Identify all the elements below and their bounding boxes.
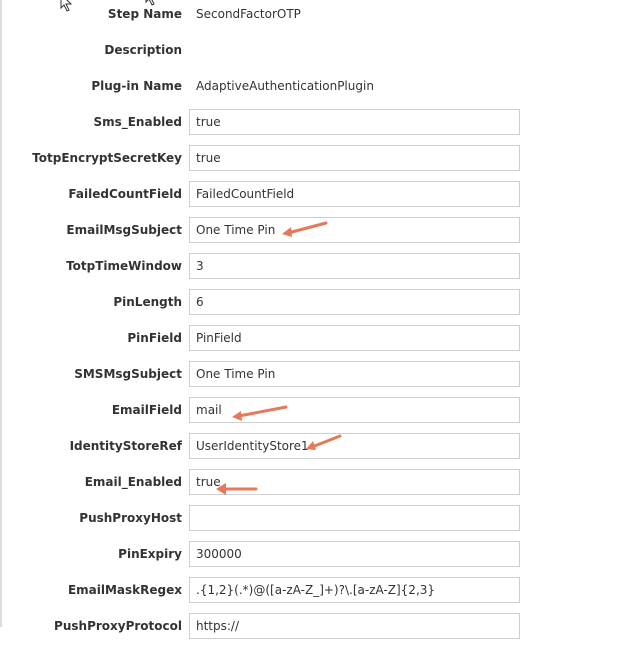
annotation-arrow-email-field bbox=[228, 402, 292, 422]
push-proxy-protocol-label: PushProxyProtocol bbox=[54, 619, 182, 633]
sms-enabled-row bbox=[0, 109, 625, 145]
sms-msg-subject-label: SMSMsgSubject bbox=[74, 367, 182, 381]
push-proxy-protocol-input[interactable] bbox=[189, 613, 520, 639]
description-row bbox=[0, 37, 625, 73]
pin-field-row bbox=[0, 325, 625, 361]
plugin-name-row bbox=[0, 73, 625, 109]
email-mask-regex-input[interactable] bbox=[189, 577, 520, 603]
email-field-label: EmailField bbox=[111, 403, 182, 417]
push-proxy-host-row bbox=[0, 505, 625, 541]
annotation-arrow-identity-store-ref bbox=[302, 431, 346, 453]
pin-field-input[interactable] bbox=[189, 325, 520, 351]
sms-msg-subject-input[interactable] bbox=[189, 361, 520, 387]
pin-length-input[interactable] bbox=[189, 289, 520, 315]
identity-store-ref-input[interactable] bbox=[189, 433, 520, 459]
identity-store-ref-label: IdentityStoreRef bbox=[69, 439, 182, 453]
email-msg-subject-input[interactable] bbox=[189, 217, 520, 243]
step-name-label: Step Name bbox=[107, 7, 182, 21]
push-proxy-host-input[interactable] bbox=[189, 505, 520, 531]
pin-expiry-row bbox=[0, 541, 625, 577]
totp-encrypt-secret-key-row bbox=[0, 145, 625, 181]
totp-encrypt-secret-key-input[interactable] bbox=[189, 145, 520, 171]
pin-field-label: PinField bbox=[127, 331, 182, 345]
email-enabled-label: Email_Enabled bbox=[84, 475, 182, 489]
totp-encrypt-secret-key-label: TotpEncryptSecretKey bbox=[32, 151, 182, 165]
email-msg-subject-label: EmailMsgSubject bbox=[66, 223, 182, 237]
totp-time-window-input[interactable] bbox=[189, 253, 520, 279]
description-label: Description bbox=[104, 43, 182, 57]
step-name-value: SecondFactorOTP bbox=[196, 7, 301, 21]
annotation-arrow-email-msg-subject bbox=[278, 218, 332, 240]
annotation-arrow-email-enabled bbox=[212, 482, 262, 496]
totp-time-window-label: TotpTimeWindow bbox=[66, 259, 182, 273]
totp-time-window-row bbox=[0, 253, 625, 289]
pin-length-row bbox=[0, 289, 625, 325]
email-mask-regex-row bbox=[0, 577, 625, 613]
email-mask-regex-label: EmailMaskRegex bbox=[67, 583, 182, 597]
pin-expiry-label: PinExpiry bbox=[118, 547, 182, 561]
failed-count-field-label: FailedCountField bbox=[68, 187, 182, 201]
sms-msg-subject-row bbox=[0, 361, 625, 397]
sms-enabled-label: Sms_Enabled bbox=[93, 115, 182, 129]
push-proxy-host-label: PushProxyHost bbox=[79, 511, 182, 525]
failed-count-field-input[interactable] bbox=[189, 181, 520, 207]
push-proxy-protocol-row bbox=[0, 613, 625, 649]
email-field-row bbox=[0, 397, 625, 433]
pin-expiry-input[interactable] bbox=[189, 541, 520, 567]
plugin-name-label: Plug-in Name bbox=[91, 79, 182, 93]
plugin-name-value: AdaptiveAuthenticationPlugin bbox=[196, 79, 374, 93]
failed-count-field-row bbox=[0, 181, 625, 217]
email-enabled-row bbox=[0, 469, 625, 505]
sms-enabled-input[interactable] bbox=[189, 109, 520, 135]
pin-length-label: PinLength bbox=[113, 295, 182, 309]
step-name-row bbox=[0, 1, 625, 37]
